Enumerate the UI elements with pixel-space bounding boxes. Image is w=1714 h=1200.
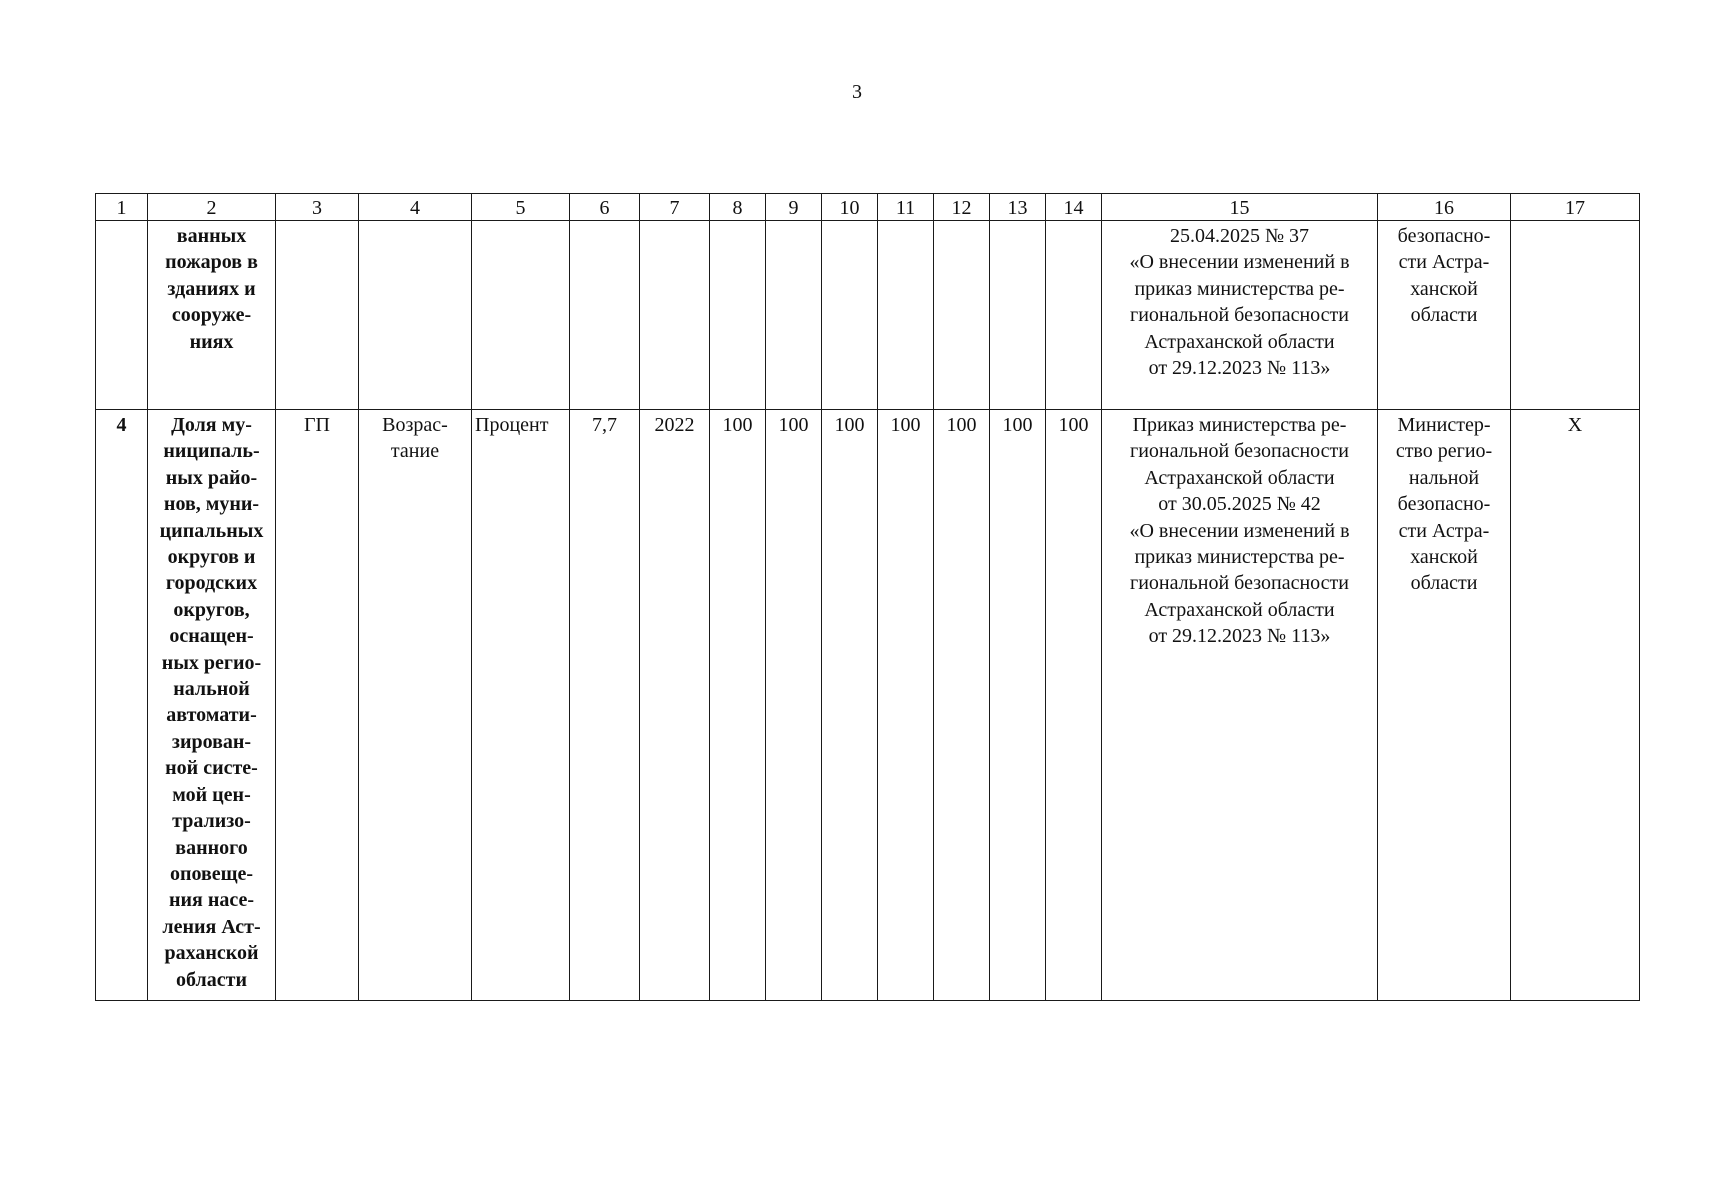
cell-responsible: Министер- ство регио- нальной безопасно- сти Астра- ханской области bbox=[1378, 410, 1511, 1001]
table-row-continued bbox=[96, 221, 1640, 410]
cell-indicator-name: Доля му- ниципаль- ных райо- нов, муни- ципальных округов и городских округов, оснащен- ных регио- нальной автомати- зирован- ной систе- мой цен- трализо- ванного оповеще- ния насе- ления Аст- раханской области bbox=[148, 410, 276, 1001]
cell-value: 100 bbox=[878, 410, 934, 1001]
cell-value bbox=[1046, 221, 1102, 410]
cell-responsible: безопасно- сти Астра- ханской области bbox=[1378, 221, 1511, 410]
cell-number: 4 bbox=[96, 410, 148, 1001]
cell-note bbox=[1511, 221, 1640, 410]
column-number: 17 bbox=[1511, 194, 1640, 221]
cell-value: 100 bbox=[710, 410, 766, 1001]
cell-indicator-name: ванных пожаров в зданиях и сооруже- ниях bbox=[148, 221, 276, 410]
column-number: 16 bbox=[1378, 194, 1511, 221]
cell-value: 100 bbox=[1046, 410, 1102, 1001]
cell-unit bbox=[472, 221, 570, 410]
cell-base-value bbox=[570, 221, 640, 410]
cell-value bbox=[822, 221, 878, 410]
cell-base-year bbox=[640, 221, 710, 410]
cell-value bbox=[934, 221, 990, 410]
cell-document: Приказ министерства ре- гиональной безопасности Астраханской области от 30.05.2025 № 42 «О внесении изменений в приказ министерства ре- гиональной безопасности Астраханской области от 29.12.2023 № 113» bbox=[1102, 410, 1378, 1001]
cell-dynamics bbox=[359, 221, 472, 410]
cell-base-value: 7,7 bbox=[570, 410, 640, 1001]
column-number: 8 bbox=[710, 194, 766, 221]
column-number: 4 bbox=[359, 194, 472, 221]
cell-value bbox=[766, 221, 822, 410]
cell-number bbox=[96, 221, 148, 410]
column-number: 13 bbox=[990, 194, 1046, 221]
column-number: 10 bbox=[822, 194, 878, 221]
column-number: 3 bbox=[276, 194, 359, 221]
page-number: 3 bbox=[852, 81, 862, 103]
cell-level: ГП bbox=[276, 410, 359, 1001]
cell-base-year: 2022 bbox=[640, 410, 710, 1001]
cell-level bbox=[276, 221, 359, 410]
cell-document: 25.04.2025 № 37 «О внесении изменений в приказ министерства ре- гиональной безопасности Астраханской области от 29.12.2023 № 113» bbox=[1102, 221, 1378, 410]
cell-value: 100 bbox=[822, 410, 878, 1001]
table-row bbox=[96, 410, 1640, 1001]
cell-value: 100 bbox=[990, 410, 1046, 1001]
column-number: 12 bbox=[934, 194, 990, 221]
cell-value: 100 bbox=[934, 410, 990, 1001]
column-number: 9 bbox=[766, 194, 822, 221]
cell-unit: Процент bbox=[472, 410, 570, 1001]
column-number: 15 bbox=[1102, 194, 1378, 221]
cell-value: 100 bbox=[766, 410, 822, 1001]
indicators-table bbox=[95, 193, 1640, 1001]
column-number: 14 bbox=[1046, 194, 1102, 221]
cell-note: Х bbox=[1511, 410, 1640, 1001]
cell-value bbox=[710, 221, 766, 410]
column-number: 5 bbox=[472, 194, 570, 221]
column-number: 11 bbox=[878, 194, 934, 221]
cell-value bbox=[990, 221, 1046, 410]
cell-dynamics: Возрас- тание bbox=[359, 410, 472, 1001]
column-number: 1 bbox=[96, 194, 148, 221]
column-number-row bbox=[96, 194, 1640, 221]
column-number: 6 bbox=[570, 194, 640, 221]
column-number: 7 bbox=[640, 194, 710, 221]
column-number: 2 bbox=[148, 194, 276, 221]
cell-value bbox=[878, 221, 934, 410]
